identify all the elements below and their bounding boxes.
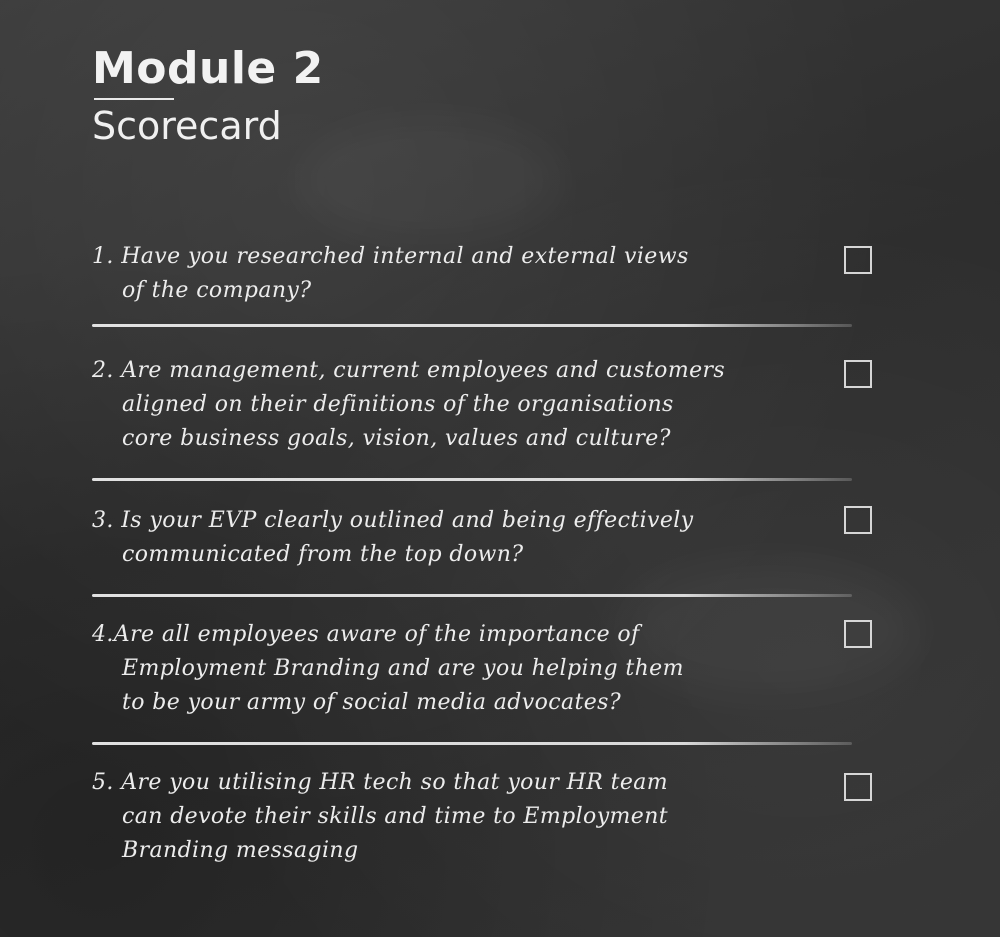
question-text: Are all employees aware of the importance of: [113, 622, 640, 647]
question-3-checkbox[interactable]: [844, 506, 872, 534]
question-text: Is your EVP clearly outlined and being effectively: [121, 508, 694, 533]
module-title: Module 2: [92, 43, 324, 94]
question-5: [92, 766, 812, 868]
question-number: 3.: [92, 508, 114, 533]
question-text: Are management, current employees and customers: [121, 358, 726, 383]
question-3: [92, 504, 812, 572]
question-1: [92, 240, 812, 308]
question-line: [92, 354, 812, 388]
divider: [92, 478, 852, 481]
question-line: aligned on their definitions of the organisations: [122, 392, 674, 417]
title-underline: [94, 98, 174, 100]
question-line: [92, 618, 812, 652]
title-block: [92, 42, 324, 148]
question-number: 5.: [92, 770, 114, 795]
question-line: communicated from the top down?: [122, 542, 524, 567]
question-number: 1.: [92, 244, 114, 269]
question-line: [92, 240, 812, 274]
question-4-checkbox[interactable]: [844, 620, 872, 648]
question-4: [92, 618, 812, 720]
question-text: Have you researched internal and external views: [121, 244, 689, 269]
question-text: Are you utilising HR tech so that your HR team: [121, 770, 669, 795]
question-line: [92, 504, 812, 538]
divider: [92, 594, 852, 597]
question-line: core business goals, vision, values and culture?: [122, 426, 671, 451]
divider: [92, 742, 852, 745]
question-line: Employment Branding and are you helping them: [122, 656, 684, 681]
question-1-checkbox[interactable]: [844, 246, 872, 274]
divider: [92, 324, 852, 327]
question-number: 4.: [92, 622, 114, 647]
question-2-checkbox[interactable]: [844, 360, 872, 388]
question-line: can devote their skills and time to Employment: [122, 804, 669, 829]
question-line: of the company?: [122, 278, 312, 303]
question-line: Branding messaging: [122, 838, 359, 863]
question-line: [92, 766, 812, 800]
scorecard-subtitle: Scorecard: [92, 104, 282, 148]
question-2: [92, 354, 812, 456]
chalk-smudge: [300, 120, 560, 240]
question-5-checkbox[interactable]: [844, 773, 872, 801]
question-number: 2.: [92, 358, 114, 383]
question-line: to be your army of social media advocates?: [122, 690, 622, 715]
